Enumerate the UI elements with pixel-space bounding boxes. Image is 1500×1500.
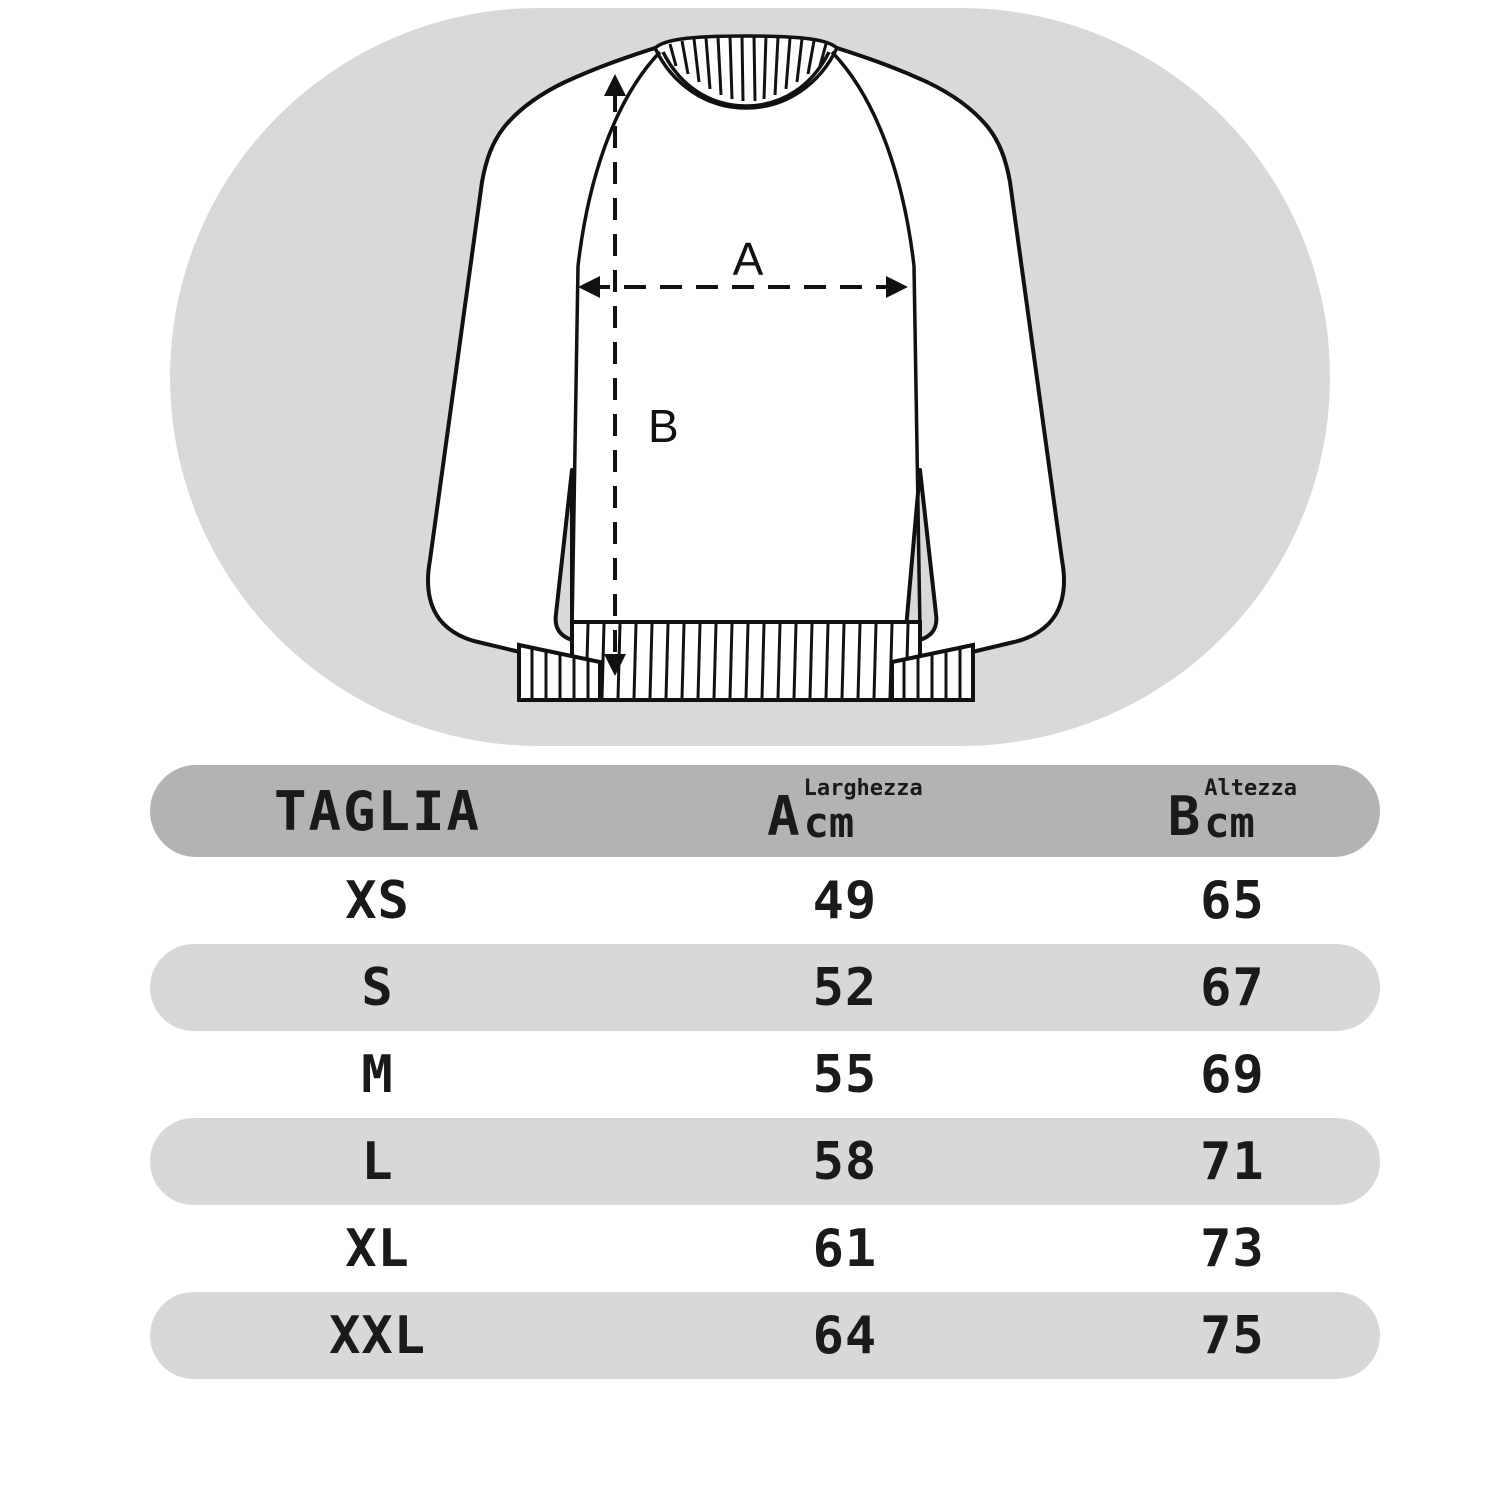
header-a-letter: A (767, 785, 800, 848)
label-a: A (732, 233, 764, 285)
cell-width: 64 (812, 1305, 878, 1366)
table-row (150, 944, 1380, 1031)
table-row (150, 1118, 1380, 1205)
cell-size: M (361, 1044, 394, 1105)
header-cell-a (605, 776, 1085, 848)
cell-width: 49 (812, 870, 878, 931)
cell-size: XL (345, 1218, 410, 1279)
table-row (150, 1205, 1380, 1292)
cell-width: 58 (812, 1131, 878, 1192)
size-chart-table (150, 765, 1380, 1379)
cell-size: L (361, 1131, 394, 1192)
header-cell-size (150, 780, 605, 843)
header-size-label: TAGLIA (274, 779, 482, 843)
header-a-caption: Larghezza (803, 776, 923, 801)
cell-width: 55 (812, 1044, 878, 1105)
cell-size: S (361, 957, 394, 1018)
header-b-unit: cm (1204, 798, 1255, 847)
cell-height: 73 (1200, 1218, 1265, 1279)
cell-width: 52 (812, 957, 878, 1018)
cell-height: 71 (1200, 1131, 1265, 1192)
table-row (150, 1031, 1380, 1118)
table-header-row (150, 765, 1380, 857)
header-b-letter: B (1167, 785, 1201, 848)
cell-size: XS (345, 870, 410, 931)
header-cell-b (1085, 776, 1380, 848)
cell-height: 69 (1200, 1044, 1265, 1105)
cell-height: 67 (1200, 957, 1265, 1018)
header-b-caption: Altezza (1204, 776, 1297, 801)
sweatshirt-outline (428, 48, 1064, 700)
label-b: B (648, 400, 679, 452)
header-a-unit: cm (803, 798, 855, 847)
cell-width: 61 (812, 1218, 878, 1279)
cell-height: 65 (1200, 870, 1265, 931)
hem-ribbing (572, 622, 920, 700)
cell-height: 75 (1200, 1305, 1265, 1366)
table-row (150, 1292, 1380, 1379)
table-row (150, 857, 1380, 944)
cell-size: XXL (329, 1305, 426, 1366)
